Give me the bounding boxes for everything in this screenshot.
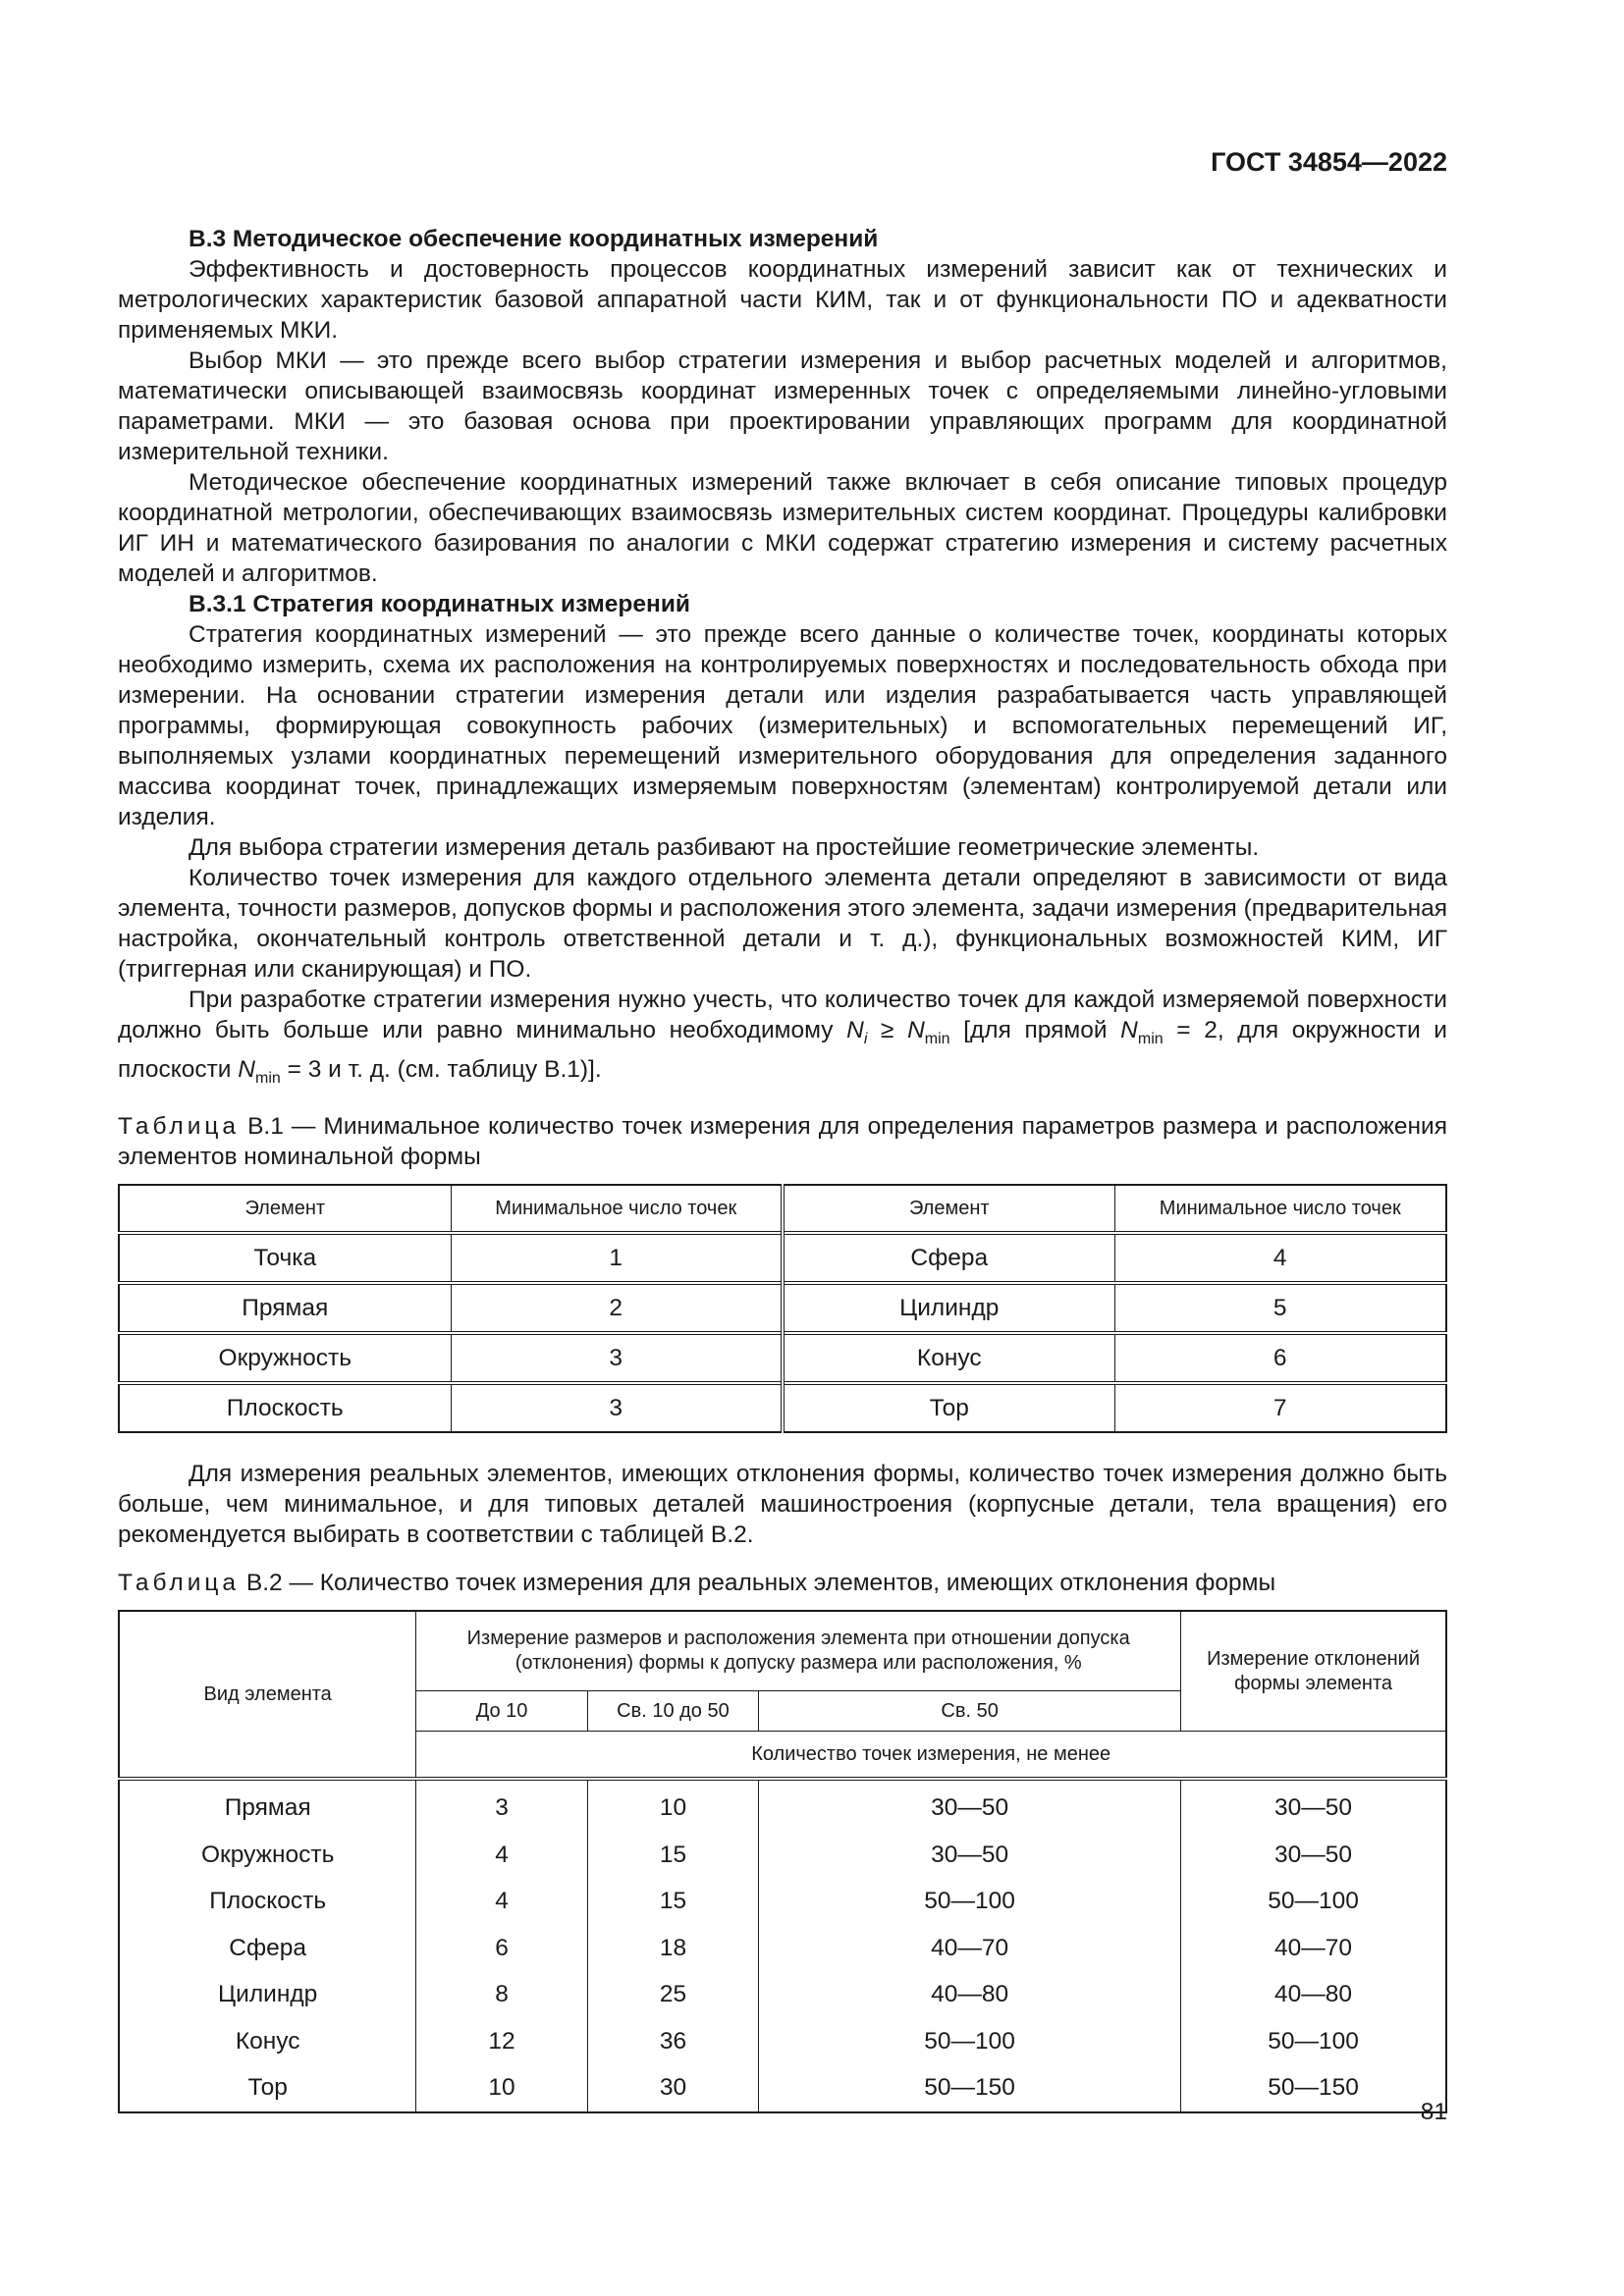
table-row (119, 1283, 1446, 1333)
table-cell: 30—50 (1181, 1779, 1446, 1832)
table-b1-label: Таблица (118, 1113, 241, 1140)
table-row (119, 2018, 1446, 2065)
between-tables-paragraph: Для измерения реальных элементов, имеющих отклонения формы, количество точек измерения должно быть больше, чем минимальное, и для типовых деталей машиностроения (корпусные детали, тела вращения) его рекомендуется выбирать в соответствии с таблицей В.2. (118, 1461, 1447, 1548)
table-row (119, 1233, 1446, 1283)
table-row (119, 1779, 1446, 1832)
table-cell: 3 (451, 1333, 783, 1383)
table-cell: 40—70 (1181, 1925, 1446, 1972)
table-cell: 36 (587, 2018, 758, 2065)
table-b1-header-cell: Минимальное число точек (1114, 1185, 1446, 1233)
section-b31-paragraph-2: Для выбора стратегии измерения деталь разбивают на простейшие геометрические элементы. (189, 834, 1260, 861)
table-b1-caption-text: В.1 — Минимальное количество точек измерения для определения параметров размера и расположения элементов номинальной формы (118, 1113, 1447, 1170)
formula-symbol-n-min: N (907, 1017, 925, 1043)
table-row (119, 1971, 1446, 2018)
table-cell: 6 (416, 1925, 587, 1972)
formula-text-2: [для прямой (949, 1017, 1121, 1043)
table-b2-units-row: Количество точек измерения, не менее (416, 1732, 1446, 1780)
formula-text-1: При разработке стратегии измерения нужно учесть, что количество точек для каждой измеряемой поверхности должно быть больше или равно минимально необходимому (118, 987, 1447, 1043)
table-cell: Сфера (119, 1925, 416, 1972)
table-b2-group-header: Измерение размеров и расположения элемента при отношении допуска (отклонения) формы к допуску размера или расположения, % (416, 1611, 1181, 1691)
table-cell: 7 (1114, 1383, 1446, 1432)
section-b31-paragraph-3: Количество точек измерения для каждого отдельного элемента детали определяют в зависимости от вида элемента, точности размеров, допусков формы и расположения этого элемента, задачи измерения (предварительная настройка, окончательный контроль ответственной детали и т. д.), функциональных возможностей КИМ, ИГ (триггерная или сканирующая) и ПО. (118, 865, 1447, 983)
table-cell: 50—100 (1181, 1878, 1446, 1925)
table-b2-subheader: Св. 50 (759, 1691, 1181, 1732)
table-cell: 4 (1114, 1233, 1446, 1283)
table-cell: 2 (451, 1283, 783, 1333)
formula-symbol-n-min-plane: N (238, 1056, 255, 1083)
table-row (119, 2064, 1446, 2112)
table-cell: 40—80 (759, 1971, 1181, 2018)
table-cell: Тор (783, 1383, 1114, 1432)
table-cell: 30—50 (759, 1832, 1181, 1879)
table-cell: Тор (119, 2064, 416, 2112)
formula-subscript-min-line: min (1137, 1031, 1164, 1047)
table-b2-col-element: Вид элемента (119, 1611, 416, 1779)
table-cell: 12 (416, 2018, 587, 2065)
table-cell: 1 (451, 1233, 783, 1283)
formula-subscript-min: min (924, 1031, 950, 1047)
table-cell: Прямая (119, 1283, 451, 1333)
table-cell: 30—50 (759, 1779, 1181, 1832)
section-b31-formula-paragraph (118, 985, 1447, 1094)
table-cell: 30 (587, 2064, 758, 2112)
table-b2-subheader: Св. 10 до 50 (587, 1691, 758, 1732)
table-cell: Окружность (119, 1832, 416, 1879)
table-cell: 15 (587, 1832, 758, 1879)
section-b3-paragraph-3: Методическое обеспечение координатных измерений также включает в себя описание типовых процедур координатной метрологии, обеспечивающих взаимосвязь измерительных систем координат. Процедуры калибровки ИГ ИН и математического базирования по аналогии с МКИ содержат стратегию измерения и систему расчетных моделей и алгоритмов. (118, 469, 1447, 587)
formula-symbol-n: N (846, 1017, 864, 1043)
page-number: 81 (1420, 2099, 1447, 2125)
table-row (119, 1333, 1446, 1383)
table-cell: 10 (587, 1779, 758, 1832)
table-cell: 3 (451, 1383, 783, 1432)
formula-n-i (846, 1017, 868, 1047)
table-cell: 40—80 (1181, 1971, 1446, 2018)
table-b1-caption (118, 1111, 1447, 1172)
section-b3-title: В.3 Методическое обеспечение координатных измерений (189, 226, 879, 252)
table-cell: 8 (416, 1971, 587, 2018)
formula-symbol-n-min-line: N (1120, 1017, 1138, 1043)
table-row (119, 1878, 1446, 1925)
table-cell: 50—150 (759, 2064, 1181, 2112)
table-b2-subheader: До 10 (416, 1691, 587, 1732)
table-cell: 40—70 (759, 1925, 1181, 1972)
table-row (119, 1832, 1446, 1879)
formula-geq: ≥ (867, 1017, 908, 1043)
table-cell: 50—100 (759, 2018, 1181, 2065)
section-b31-paragraph-1: Стратегия координатных измерений — это прежде всего данные о количестве точек, координаты которых необходимо измерить, схема их расположения на контролируемых поверхностях и последовательность обхода при измерении. На основании стратегии измерения детали или изделия разрабатывается часть управляющей программы, формирующая совокупность рабочих (измерительных) и вспомогательных перемещений ИГ, выполняемых узлами координатных перемещений измерительного оборудования для определения заданного массива координат точек, принадлежащих измеряемым поверхностям (элементам) контролируемой детали или изделия. (118, 621, 1447, 830)
table-b2-label: Таблица (118, 1570, 241, 1596)
table-cell: 25 (587, 1971, 758, 2018)
formula-subscript-min-plane: min (255, 1070, 281, 1087)
table-b2-header-row-1 (119, 1611, 1446, 1691)
document-content (118, 224, 1447, 2113)
table-cell: 15 (587, 1878, 758, 1925)
section-b3-paragraph-1: Эффективность и достоверность процессов координатных измерений зависит как от технических и метрологических характеристик базовой аппаратной части КИМ, так и от функциональности ПО и адекватности применяемых МКИ. (118, 256, 1447, 344)
table-b1-header-cell: Элемент (783, 1185, 1114, 1233)
section-b3-paragraph-2: Выбор МКИ — это прежде всего выбор стратегии измерения и выбор расчетных моделей и алгоритмов, математически описывающей взаимосвязь координат измеренных точек с определяемыми линейно-угловыми параметрами. МКИ — это базовая основа при проектировании управляющих программ для координатной измерительной техники. (118, 347, 1447, 465)
table-cell: 4 (416, 1878, 587, 1925)
table-cell: 5 (1114, 1283, 1446, 1333)
table-cell: 4 (416, 1832, 587, 1879)
table-b1-header-cell: Минимальное число точек (451, 1185, 783, 1233)
table-cell: Точка (119, 1233, 451, 1283)
table-cell: Цилиндр (119, 1971, 416, 2018)
formula-subscript-i: i (863, 1031, 868, 1047)
table-cell: 50—100 (1181, 2018, 1446, 2065)
table-b1-header-row (119, 1185, 1446, 1233)
table-b2-col-form: Измерение отклонений формы элемента (1181, 1611, 1446, 1732)
table-cell: Цилиндр (783, 1283, 1114, 1333)
table-cell: Сфера (783, 1233, 1114, 1283)
table-cell: 10 (416, 2064, 587, 2112)
table-cell: 50—150 (1181, 2064, 1446, 2112)
table-b2 (118, 1610, 1447, 2113)
table-cell: 30—50 (1181, 1832, 1446, 1879)
table-cell: Конус (119, 2018, 416, 2065)
table-cell: 3 (416, 1779, 587, 1832)
formula-text-3: = 2, для окружности и плоскости (118, 1017, 1447, 1083)
table-cell: 50—100 (759, 1878, 1181, 1925)
table-row (119, 1383, 1446, 1432)
table-b2-caption (118, 1568, 1447, 1598)
table-cell: 6 (1114, 1333, 1446, 1383)
document-header: ГОСТ 34854—2022 (1211, 147, 1447, 177)
table-cell: Прямая (119, 1779, 416, 1832)
table-row (119, 1925, 1446, 1972)
table-cell: Плоскость (119, 1383, 451, 1432)
table-cell: Конус (783, 1333, 1114, 1383)
formula-text-4: = 3 и т. д. (см. таблицу В.1)]. (280, 1056, 602, 1083)
table-b2-caption-text: В.2 — Количество точек измерения для реальных элементов, имеющих отклонения формы (240, 1570, 1276, 1596)
table-b1-header-cell: Элемент (119, 1185, 451, 1233)
table-cell: Плоскость (119, 1878, 416, 1925)
section-b31-title: В.3.1 Стратегия координатных измерений (189, 591, 690, 617)
table-cell: Окружность (119, 1333, 451, 1383)
table-b1 (118, 1184, 1447, 1433)
table-cell: 18 (587, 1925, 758, 1972)
